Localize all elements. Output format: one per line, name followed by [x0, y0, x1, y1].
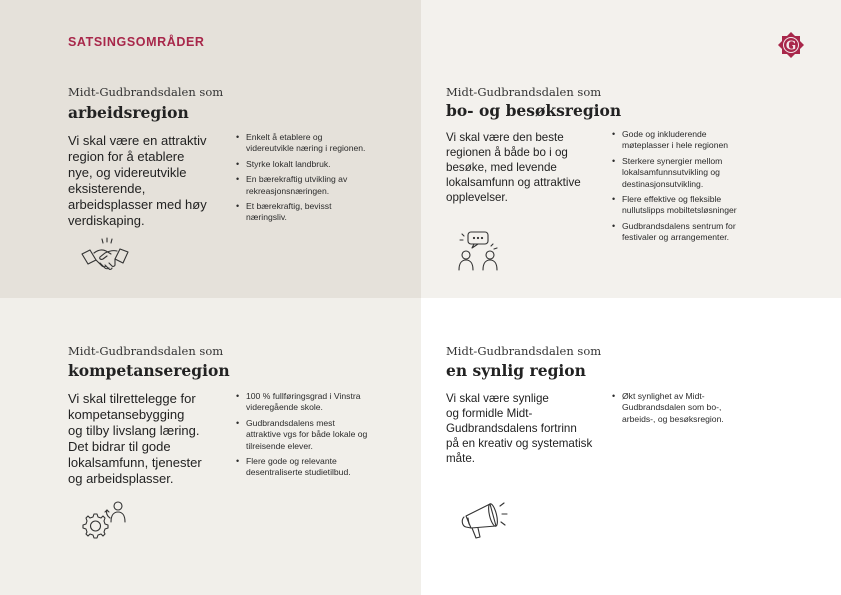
list-item: • Flere gode og relevante desentraliserte studietilbud.	[236, 456, 411, 479]
section-kicker: Midt-Gudbrandsdalen som	[446, 85, 602, 99]
list-item: • Gode og inkluderende møteplasser i hele regionen	[612, 129, 772, 152]
bullet-list	[612, 129, 772, 248]
section-heading: arbeidsregion	[68, 103, 189, 122]
section-heading: en synlig region	[446, 361, 586, 380]
handshake-icon	[80, 236, 130, 274]
megaphone-icon	[460, 496, 512, 542]
gear-person-icon	[80, 498, 130, 542]
section-kicker: Midt-Gudbrandsdalen som	[68, 85, 224, 99]
section-lead: Vi skal være en attraktiv region for å etablere nye, og videreutvikle eksisterende, arbeidsplasser med høy verdiskaping.	[68, 133, 207, 228]
list-item: • Et bærekraftig, bevisst næringsliv.	[236, 201, 411, 224]
list-item: • Flere effektive og fleksible nullutslipps mobiltetsløsninger	[612, 194, 772, 217]
section-kicker: Midt-Gudbrandsdalen som	[68, 344, 224, 358]
list-item: • Styrke lokalt landbruk.	[236, 159, 411, 170]
page-title: SATSINGSOMRÅDER	[68, 35, 205, 49]
bullet-list	[236, 391, 411, 483]
list-item: • Enkelt å etablere og videreutvikle næring i regionen.	[236, 132, 411, 155]
bullet-list	[612, 391, 772, 429]
logo-letter: G	[785, 38, 797, 53]
section-lead: Vi skal være synlige og formidle Midt- Gudbrandsdalens fortrinn på en kreativ og systematisk måte.	[446, 392, 593, 465]
people-chat-icon	[456, 228, 502, 274]
list-item: • Gudbrandsdalens sentrum for festivaler og arrangementer.	[612, 221, 772, 244]
section-lead: Vi skal tilrettelegge for kompetansebygging og tilby livslang læring. Det bidrar til gode lokalsamfunn, tjenester og arbeidsplasser.	[68, 391, 202, 486]
list-item: • 100 % fullføringsgrad i Vinstra videregående skole.	[236, 391, 411, 414]
list-item: • Økt synlighet av Midt- Gudbrandsdalen som bo-, arbeids-, og besøksregion.	[612, 391, 772, 425]
section-lead: Vi skal være den beste regionen å både bo i og besøke, med levende lokalsamfunn og attraktive opplevelser.	[446, 131, 581, 204]
list-item: • Sterkere synergier mellom lokalsamfunnsutvikling og destinasjonsutvikling.	[612, 156, 772, 190]
list-item: • Gudbrandsdalens mest attraktive vgs for både lokale og tilreisende elever.	[236, 418, 411, 452]
list-item: • En bærekraftig utvikling av rekreasjonsnæringen.	[236, 174, 411, 197]
section-heading: kompetanseregion	[68, 361, 230, 380]
section-heading: bo- og besøksregion	[446, 101, 622, 120]
logo	[777, 31, 805, 59]
section-kicker: Midt-Gudbrandsdalen som	[446, 344, 602, 358]
bullet-list	[236, 132, 411, 228]
